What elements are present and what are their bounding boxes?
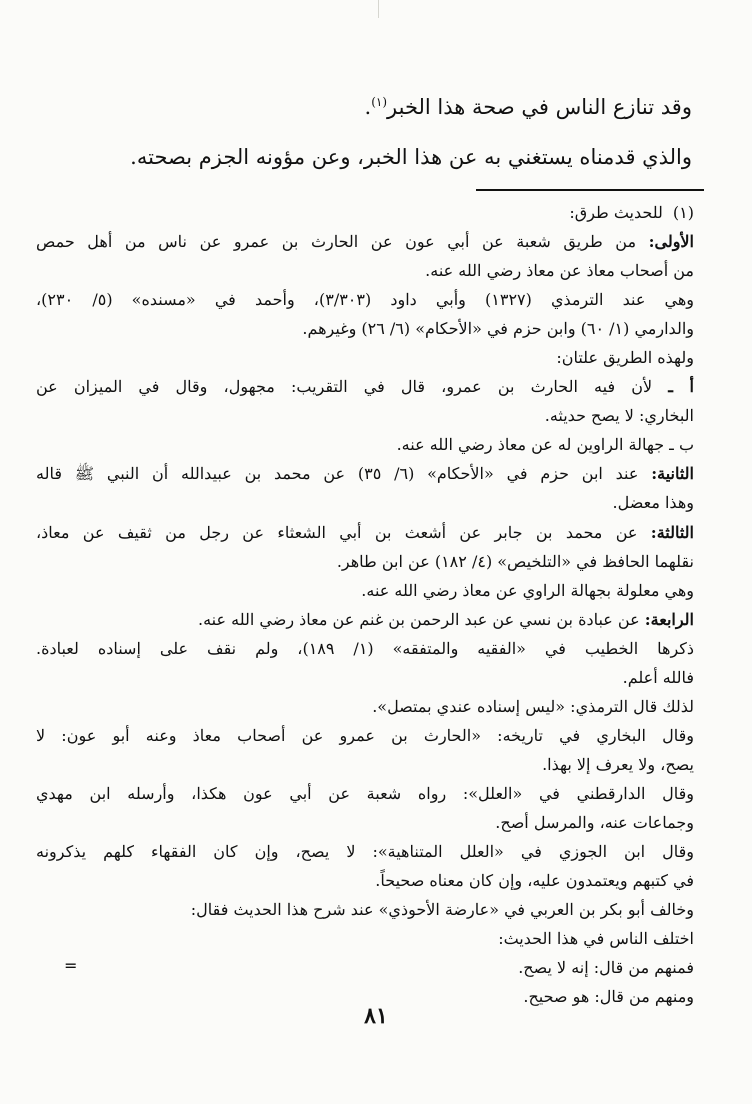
main-text <box>96 82 692 182</box>
footnote-line-text: وهي معلولة بجهالة الراوي عن معاذ رضي الله عنه. <box>361 580 694 600</box>
footnote-line-text: ذكرها الخطيب في «الفقيه والمتفقه» (١/ ١٨٩)، ولم نقف على إسناده لعبادة. <box>36 638 695 658</box>
footnote-line <box>36 721 694 750</box>
footnote-line <box>36 895 694 924</box>
footnote-line-text: في كتبهم ويعتمدون عليه، وإن كان معناه صحيحاً. <box>375 871 694 891</box>
footnote-line <box>36 488 694 517</box>
footnote-line-text: فالله أعلم. <box>622 667 694 687</box>
footnote-line-text: لأن فيه الحارث بن عمرو، قال في التقريب: مجهول، وقال في الميزان عن <box>36 377 669 397</box>
footnote-line-text: والدارمي (١/ ٦٠) وابن حزم في «الأحكام» (٦/ ٢٦) وغيرهم. <box>302 319 694 339</box>
footnote-line <box>36 605 694 634</box>
footnote-line-text: وهذا معضل. <box>612 493 694 513</box>
footnote-line <box>36 518 694 547</box>
footnote-marker: (١) <box>672 203 694 222</box>
page-number: ٨١ <box>364 1003 388 1029</box>
footnote-line-text: ومنهم من قال: هو صحيح. <box>523 987 694 1007</box>
main-line-1-text: وقد تنازع الناس في صحة هذا الخبر <box>387 95 692 119</box>
footnote-line <box>36 372 694 401</box>
footnote-line <box>36 401 694 430</box>
footnote-line <box>36 924 694 953</box>
footnote-line <box>36 343 694 372</box>
footnote-line-text: عن عبادة بن نسي عن عبد الرحمن بن غنم عن معاذ رضي الله عنه. <box>198 609 645 629</box>
footnote-line <box>36 285 694 314</box>
main-line-1 <box>96 82 692 132</box>
footnote-line-text: وجماعات عنه، والمرسل أصح. <box>495 812 694 832</box>
footnote-line-text: وقال الدارقطني في «العلل»: رواه شعبة عن أبي عون هكذا، وأرسله ابن مهدي <box>36 783 694 803</box>
footnote-line <box>36 256 694 285</box>
footnote-line <box>36 634 694 663</box>
footnote-line <box>36 227 694 256</box>
footnotes <box>36 198 694 1011</box>
footnote-line-text: البخاري: لا يصح حديثه. <box>544 406 694 426</box>
footnote-heading-text: للحديث طرق: <box>569 203 663 222</box>
footnote-line <box>36 837 694 866</box>
footnote-heading <box>36 198 694 227</box>
top-margin-line <box>378 0 379 18</box>
footnote-line-text: عند ابن حزم في «الأحكام» (٦/ ٣٥) عن محمد بن عبيدالله أن النبي ﷺ قاله <box>36 464 652 484</box>
footnote-line-label: الرابعة: <box>644 609 694 629</box>
footnote-line-text: يصح، ولا يعرف إلا بهذا. <box>542 754 694 774</box>
footnote-line-text: فمنهم من قال: إنه لا يصح. <box>518 958 694 978</box>
footnote-line-text: وقال ابن الجوزي في «العلل المتناهية»: لا يصح، وإن كان الفقهاء كلهم يذكرونه <box>36 842 694 862</box>
footnote-line <box>36 459 694 488</box>
footnote-line <box>36 314 694 343</box>
footnote-line-text: وقال البخاري في تاريخه: «الحارث بن عمرو عن أصحاب معاذ وعنه أبو عون: لا <box>36 725 694 745</box>
footnote-ref: (١) <box>371 95 388 109</box>
footnote-line <box>36 808 694 837</box>
main-line-1-end: . <box>364 95 372 119</box>
footnote-line <box>36 866 694 895</box>
footnote-line-label: الأولى: <box>648 232 694 252</box>
footnote-separator <box>476 189 704 191</box>
footnote-line-text: من طريق شعبة عن أبي عون عن الحارث بن عمرو عن ناس من أهل حمص <box>36 232 649 252</box>
footnote-line <box>36 779 694 808</box>
footnote-line-text: وخالف أبو بكر بن العربي في «عارضة الأحوذي» عند شرح هذا الحديث فقال: <box>190 900 694 920</box>
main-line-2: والذي قدمناه يستغني به عن هذا الخبر، وعن مؤونه الجزم بصحته. <box>130 145 692 169</box>
footnote-line-text: من أصحاب معاذ عن معاذ رضي الله عنه. <box>425 261 694 281</box>
footnote-line <box>36 953 694 982</box>
footnote-line <box>36 663 694 692</box>
footnote-line-label: الثانية: <box>651 464 694 484</box>
footnote-line-text: ب ـ جهالة الراوين له عن معاذ رضي الله عنه. <box>396 435 694 455</box>
footnote-lines <box>36 227 694 1011</box>
footnote-line-text: ولهذه الطريق علتان: <box>556 348 694 368</box>
footnote-line <box>36 750 694 779</box>
footnote-line-text: وهي عند الترمذي (١٣٢٧) وأبي داود (٣/٣٠٣)، وأحمد في «مسنده» (٥/ ٢٣٠)، <box>36 290 695 310</box>
footnote-line-text: نقلهما الحافظ في «التلخيص» (٤/ ١٨٢) عن ابن طاهر. <box>336 551 694 571</box>
footnote-line-label: الثالثة: <box>650 522 694 542</box>
footnote-line <box>36 430 694 459</box>
footnote-line <box>36 547 694 576</box>
footnote-line-text: لذلك قال الترمذي: «ليس إسناده عندي بمتصل». <box>372 696 694 716</box>
footnote-line-text: اختلف الناس في هذا الحديث: <box>498 929 694 949</box>
footnote-line-label: أ ـ <box>668 377 695 397</box>
footnote-line-text: عن محمد بن جابر عن أشعث بن أبي الشعثاء عن رجل من ثقيف عن معاذ، <box>36 522 651 542</box>
footnote-line <box>36 692 694 721</box>
continuation-mark: = <box>64 956 78 975</box>
footnote-line <box>36 576 694 605</box>
